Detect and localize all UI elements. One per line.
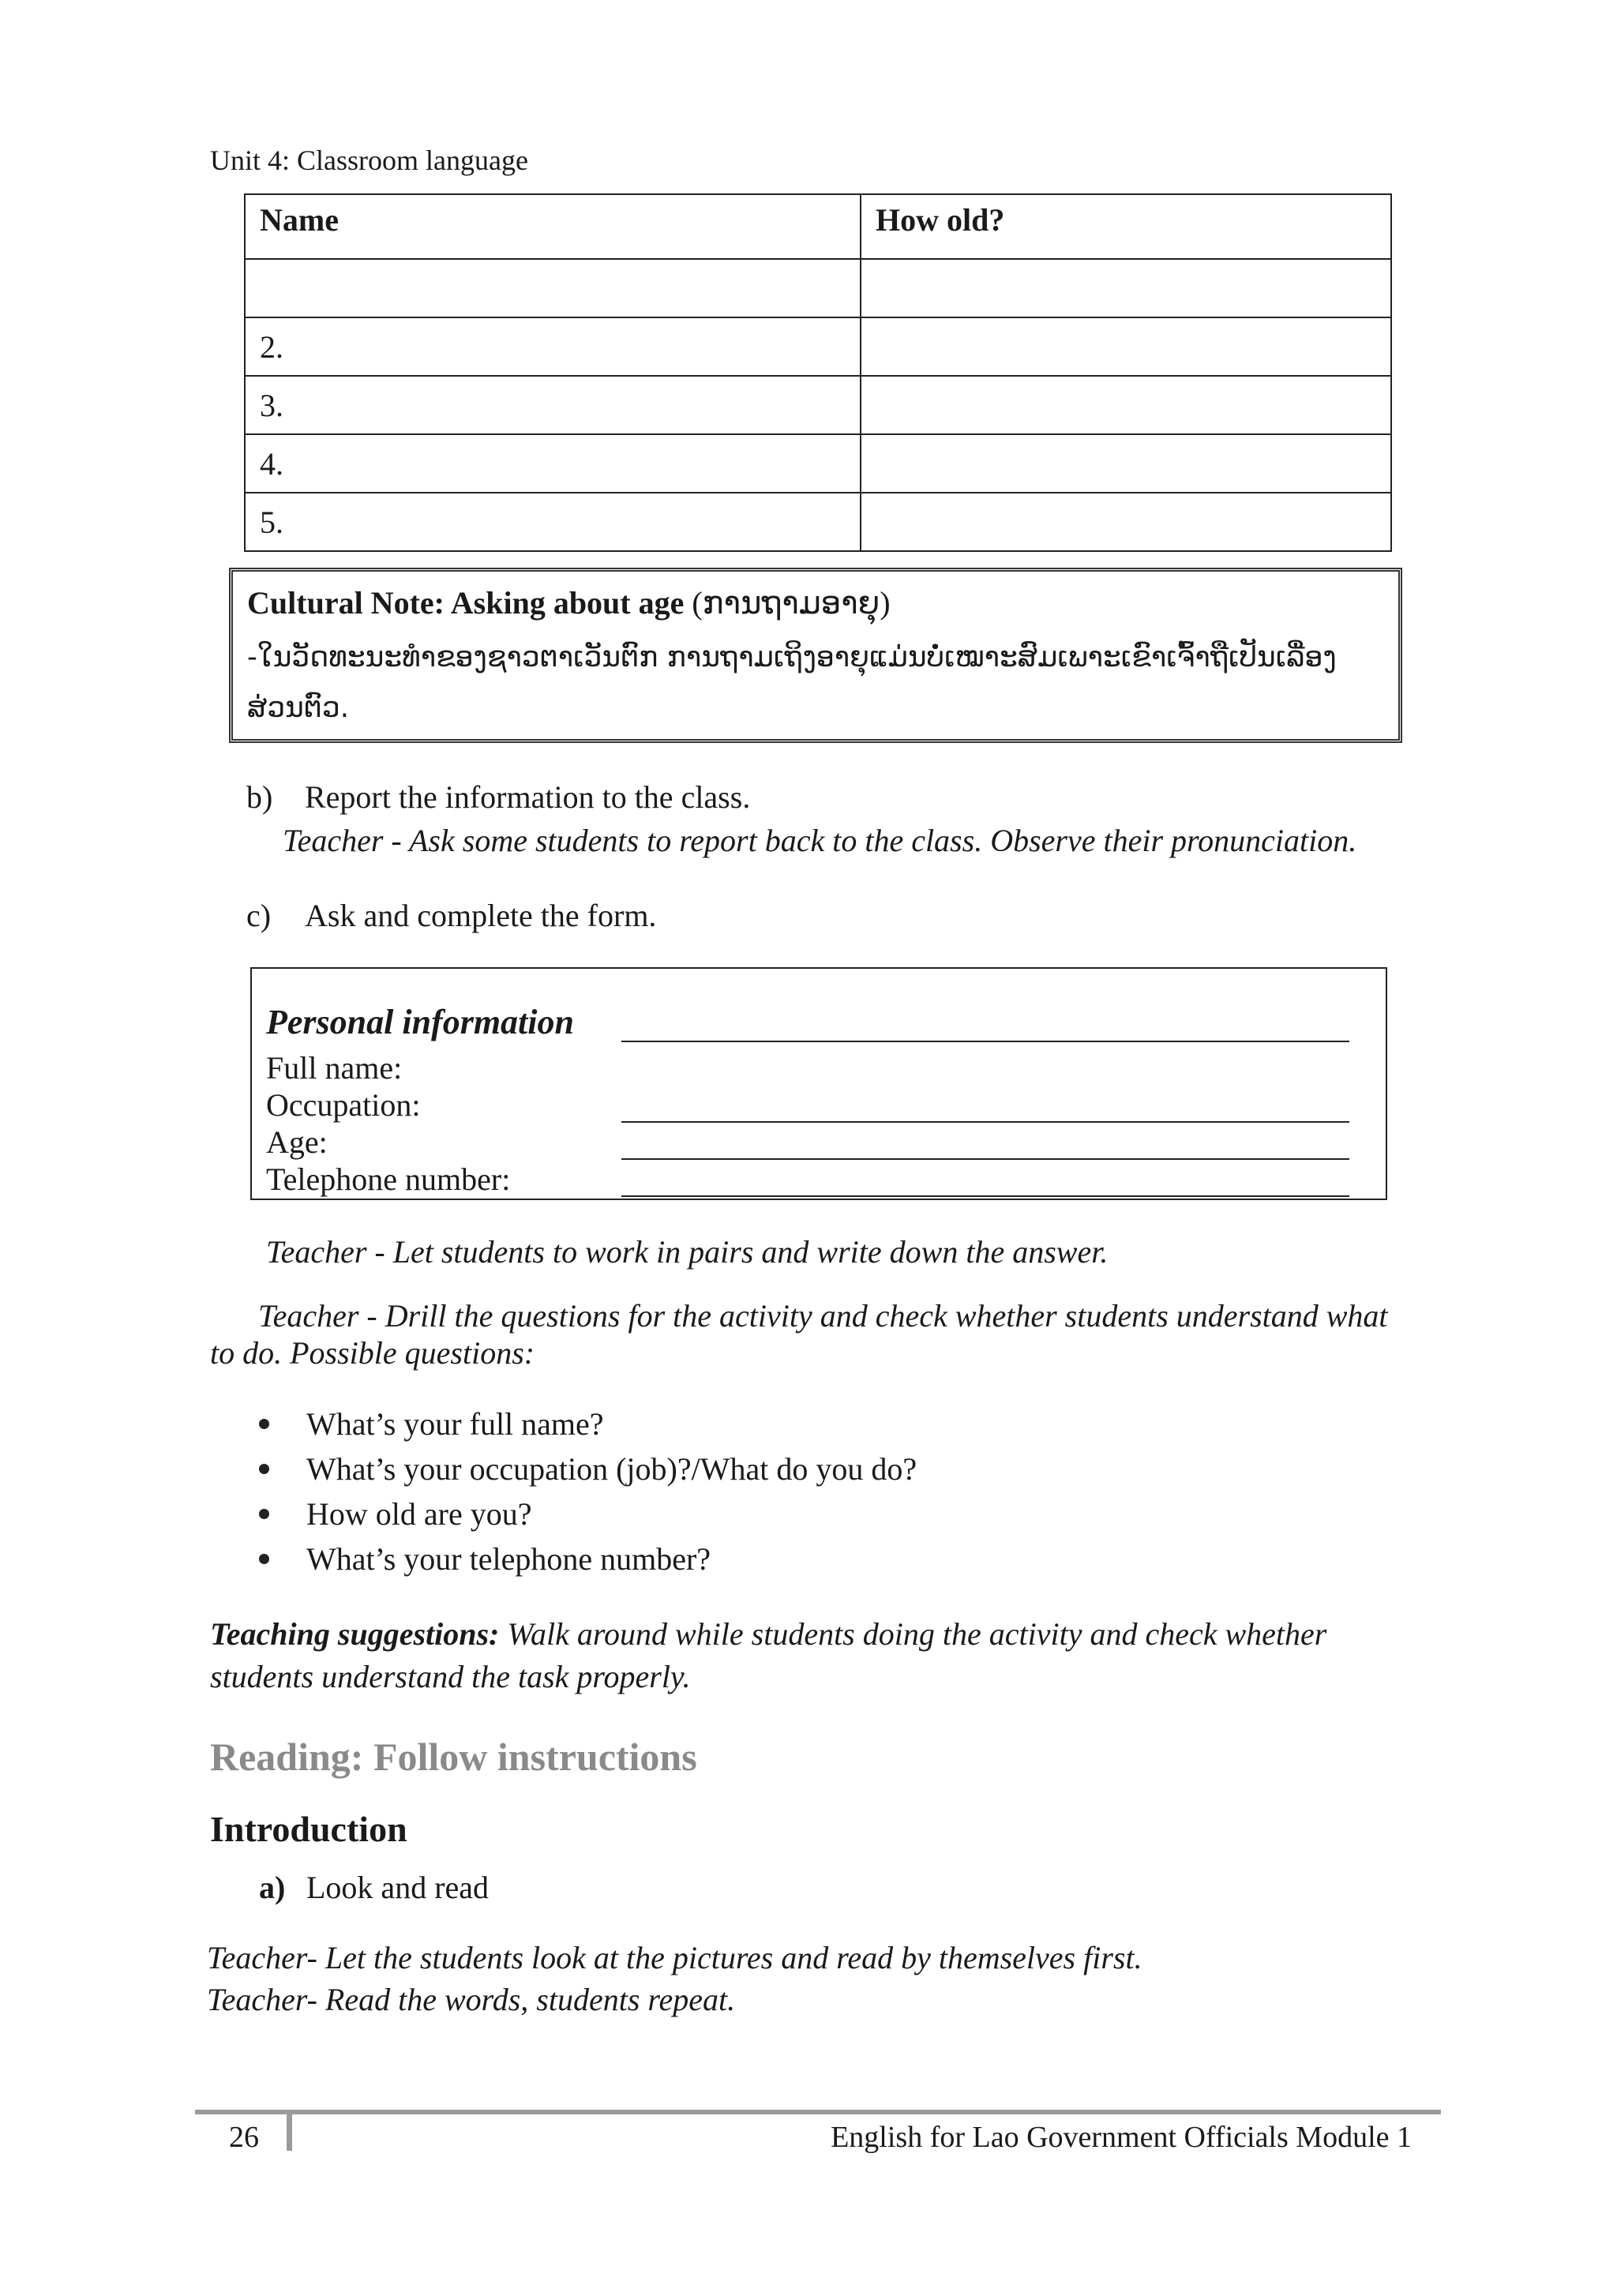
section-c-label: c) — [246, 898, 272, 933]
table-row — [245, 376, 1391, 434]
question-text: What’s your full name? — [306, 1406, 604, 1442]
teacher-note-repeat: Teacher- Read the words, students repeat. — [207, 1982, 736, 2017]
footer-title: English for Lao Government Officials Module 1 — [831, 2121, 1412, 2154]
teaching-suggestions-label: Teaching suggestions: — [210, 1616, 500, 1652]
table-header-row — [245, 194, 1391, 259]
table-row — [245, 434, 1391, 493]
table-cell — [861, 493, 1391, 551]
bullet-icon — [259, 1419, 269, 1429]
personal-information-form — [250, 967, 1387, 1200]
teaching-suggestions-line1 — [210, 1615, 1326, 1653]
table-cell: 2. — [245, 317, 861, 376]
table-cell — [861, 376, 1391, 434]
column-header-name: Name — [245, 194, 861, 259]
cultural-note-body: -ໃນວັດທະນະທຳຂອງຊາວຕາເວັນຕົກ ການຖາມເຖິງອາຍຸແມ່ນບໍ່ເໝາະສົມເພາະເຂົາເຈົ້າຖືເປັນເລື່ອງສ່ວນຕົວ. — [247, 641, 1337, 724]
cultural-note-title-lao: (ການຖາມອາຍຸ) — [692, 585, 891, 621]
table-cell: 5. — [245, 493, 861, 551]
bullet-icon — [259, 1554, 269, 1564]
form-label-telephone: Telephone number: — [266, 1161, 511, 1197]
age-line[interactable] — [621, 1158, 1349, 1160]
teaching-suggestions-text: Walk around while students doing the activity and check whether — [507, 1616, 1327, 1652]
telephone-line[interactable] — [621, 1195, 1349, 1197]
teaching-suggestions-line2: students understand the task properly. — [210, 1659, 691, 1694]
section-a-label: a) — [259, 1870, 286, 1905]
footer-divider — [287, 2110, 292, 2151]
bullet-icon — [259, 1509, 269, 1519]
section-b-label: b) — [246, 779, 273, 815]
list-item — [253, 1446, 917, 1491]
form-label-occupation: Occupation: — [266, 1087, 421, 1123]
form-label-full-name: Full name: — [266, 1050, 403, 1086]
table-row — [245, 317, 1391, 376]
section-b-text: Report the information to the class. — [305, 779, 751, 815]
cultural-note-heading — [247, 584, 1384, 621]
teacher-note-report: Teacher - Ask some students to report back to the class. Observe their pronunciation. — [283, 823, 1357, 858]
teacher-note-drill-line2: to do. Possible questions: — [210, 1335, 535, 1371]
question-text: What’s your telephone number? — [306, 1541, 711, 1577]
table-cell — [861, 259, 1391, 317]
table-cell — [861, 317, 1391, 376]
form-label-age: Age: — [266, 1124, 328, 1160]
teacher-note-drill-line1: Teacher - Drill the questions for the activity and check whether students understand what — [258, 1298, 1388, 1334]
teacher-note-look: Teacher- Let the students look at the pictures and read by themselves first. — [207, 1940, 1142, 1975]
list-item — [253, 1536, 917, 1581]
table-cell: 4. — [245, 434, 861, 493]
page-number: 26 — [229, 2121, 259, 2154]
table-row — [245, 493, 1391, 551]
question-text: What’s your occupation (job)?/What do you do? — [306, 1451, 917, 1487]
reading-heading: Reading: Follow instructions — [210, 1735, 697, 1779]
occupation-line[interactable] — [621, 1121, 1349, 1123]
table-cell — [861, 434, 1391, 493]
name-age-table — [244, 193, 1392, 552]
table-row — [245, 259, 1391, 317]
cultural-note-title: Cultural Note: Asking about age — [247, 585, 685, 621]
section-c — [246, 897, 656, 934]
section-a — [259, 1869, 489, 1906]
question-text: How old are you? — [306, 1496, 532, 1532]
bullet-icon — [259, 1464, 269, 1474]
running-header: Unit 4: Classroom language — [210, 144, 528, 176]
footer-rule — [195, 2110, 1441, 2114]
introduction-heading: Introduction — [210, 1809, 407, 1849]
section-a-text: Look and read — [306, 1870, 490, 1905]
teacher-note-pairs: Teacher - Let students to work in pairs and write down the answer. — [266, 1234, 1109, 1270]
list-item — [253, 1401, 917, 1446]
table-cell: 3. — [245, 376, 861, 434]
list-item — [253, 1491, 917, 1536]
full-name-line[interactable] — [621, 1041, 1349, 1042]
form-title: Personal information — [266, 1003, 574, 1041]
table-cell — [245, 259, 861, 317]
cultural-note-box — [229, 568, 1402, 743]
section-b — [246, 778, 750, 816]
column-header-age: How old? — [861, 194, 1391, 259]
possible-questions-list — [253, 1401, 917, 1581]
section-c-text: Ask and complete the form. — [305, 898, 657, 933]
